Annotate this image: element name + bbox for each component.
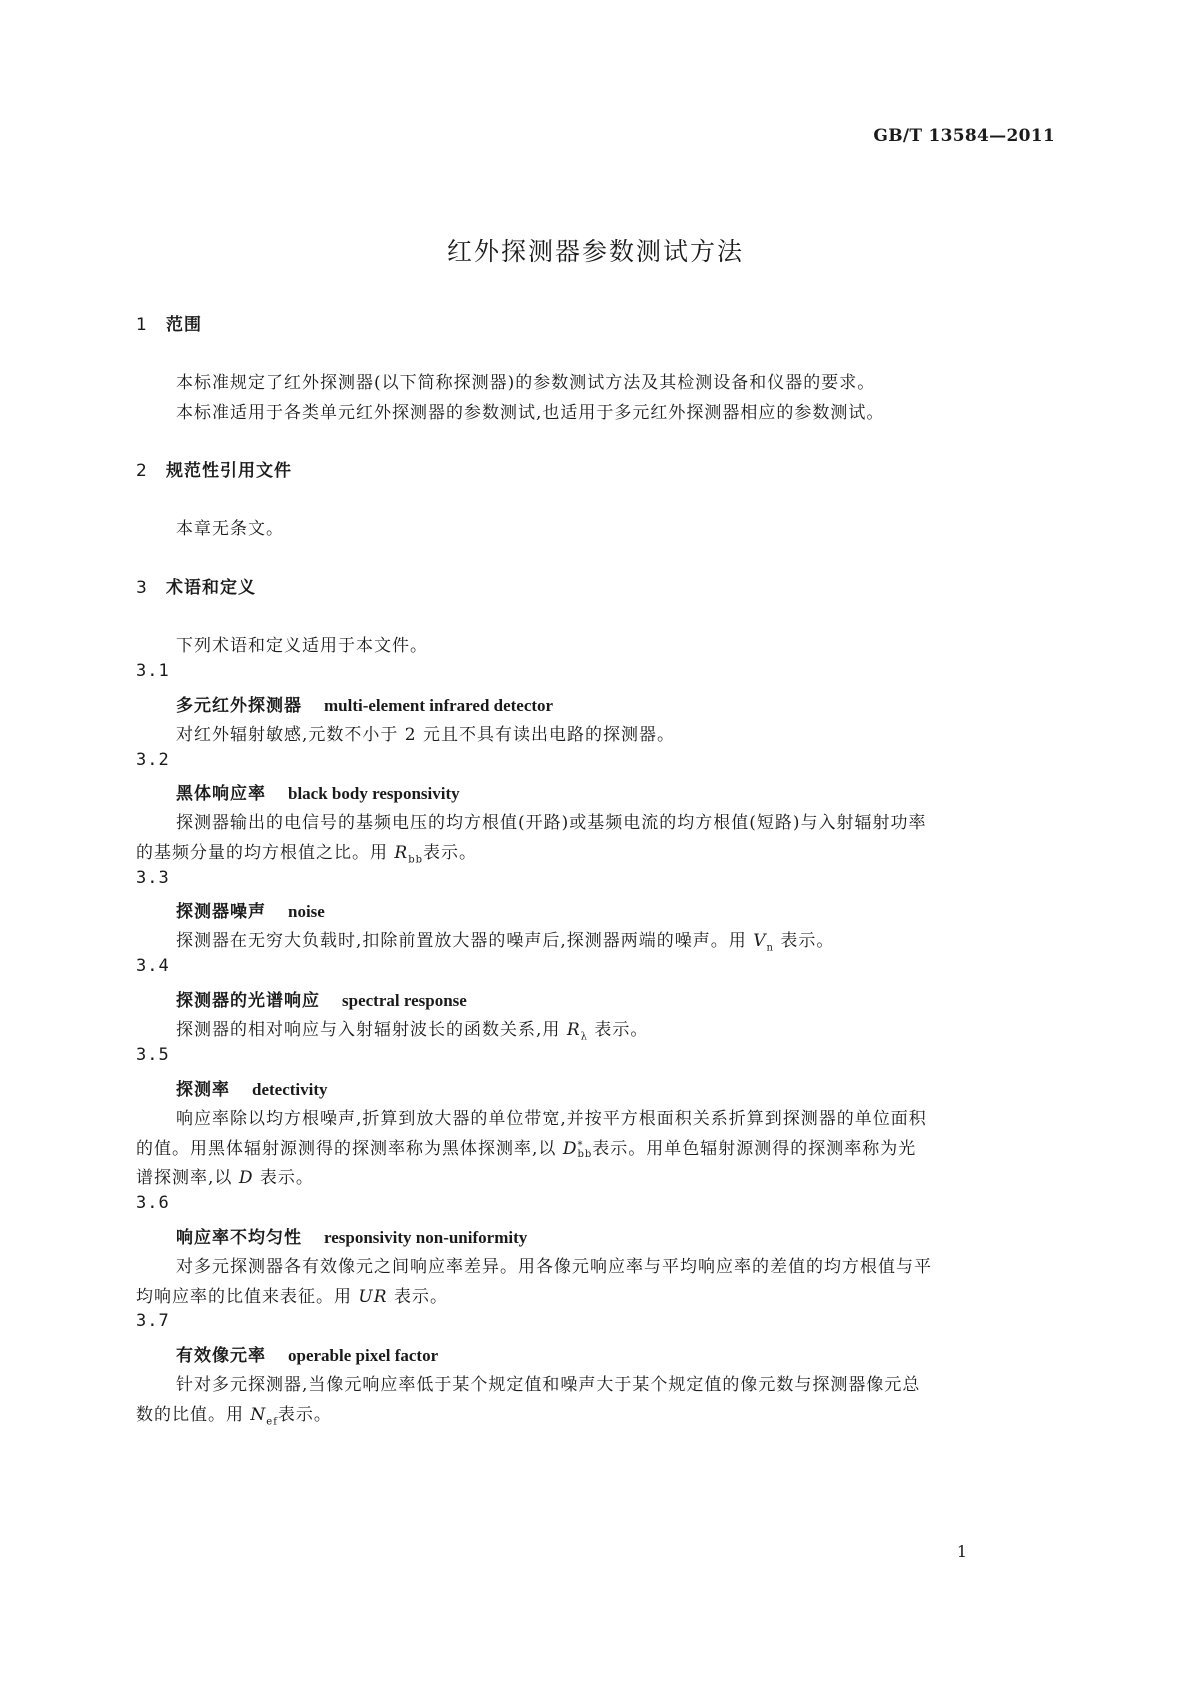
text: 表示。用单色辐射源测得的探测率称为光	[592, 1139, 917, 1159]
section-title: 规范性引用文件	[166, 461, 292, 481]
term-heading	[176, 986, 467, 1011]
symbol-subscript: λ	[580, 1031, 588, 1043]
term-en: noise	[288, 902, 325, 921]
section-1-heading	[136, 310, 202, 335]
text: 表示。	[773, 931, 835, 951]
term-en: black body responsivity	[288, 784, 460, 803]
text: 的值。用黑体辐射源测得的探测率称为黑体探测率,以	[136, 1139, 563, 1159]
text: 探测器的相对响应与入射辐射波长的函数关系,用	[176, 1020, 567, 1040]
symbol: R	[566, 1020, 581, 1040]
section-title: 范围	[166, 315, 202, 335]
term-en: responsivity non-uniformity	[324, 1228, 528, 1247]
text: 探测器在无穷大负载时,扣除前置放大器的噪声后,探测器两端的噪声。用	[176, 931, 754, 951]
text: 表示。	[277, 1405, 332, 1425]
text: 表示。	[423, 843, 478, 863]
text: 谱探测率,以	[136, 1168, 239, 1188]
text: 的基频分量的均方根值之比。用	[136, 843, 395, 863]
term-definition	[136, 1282, 448, 1307]
term-number: 3.3	[136, 868, 170, 888]
document-title: 红外探测器参数测试方法	[446, 237, 744, 266]
paragraph: 本标准规定了红外探测器(以下简称探测器)的参数测试方法及其检测设备和仪器的要求。	[176, 373, 876, 393]
symbol-subscript: bb	[408, 854, 424, 866]
section-number: 2	[136, 461, 148, 481]
term-definition: 对红外辐射敏感,元数不小于 2 元且不具有读出电路的探测器。	[176, 725, 676, 745]
term-heading	[176, 1341, 438, 1366]
term-en: spectral response	[342, 991, 467, 1010]
symbol: R	[394, 843, 409, 863]
standard-number: GB/T 13584—2011	[873, 126, 1055, 146]
term-heading	[176, 1075, 328, 1100]
text: 表示。	[387, 1287, 448, 1307]
symbol-scripts	[577, 1141, 592, 1159]
term-zh: 探测率	[176, 1080, 230, 1100]
term-definition: 对多元探测器各有效像元之间响应率差异。用各像元响应率与平均响应率的差值的均方根值与平	[176, 1257, 932, 1277]
symbol: D	[238, 1168, 254, 1188]
symbol-subscript: bb	[577, 1148, 593, 1160]
paragraph: 下列术语和定义适用于本文件。	[176, 636, 428, 656]
symbol: V	[753, 931, 767, 951]
term-zh: 响应率不均匀性	[176, 1228, 302, 1248]
term-number: 3.1	[136, 661, 170, 681]
term-number: 3.4	[136, 956, 170, 976]
term-number: 3.2	[136, 750, 170, 770]
term-zh: 有效像元率	[176, 1346, 266, 1366]
symbol: D	[562, 1139, 578, 1159]
term-zh: 多元红外探测器	[176, 696, 302, 716]
text: 数的比值。用	[136, 1405, 251, 1425]
term-definition	[176, 926, 834, 953]
term-heading	[176, 779, 460, 804]
term-heading	[176, 1223, 527, 1248]
term-number: 3.6	[136, 1193, 170, 1213]
term-definition: 响应率除以均方根噪声,折算到放大器的单位带宽,并按平方根面积关系折算到探测器的单位面积	[176, 1109, 927, 1129]
paragraph: 本标准适用于各类单元红外探测器的参数测试,也适用于多元红外探测器相应的参数测试。	[176, 403, 885, 423]
term-heading	[176, 691, 553, 716]
term-definition	[136, 838, 477, 865]
term-definition	[136, 1134, 916, 1159]
page-number: 1	[956, 1542, 967, 1561]
paragraph: 本章无条文。	[176, 519, 284, 539]
symbol-subscript: n	[766, 942, 774, 954]
symbol: UR	[358, 1287, 388, 1307]
term-number: 3.5	[136, 1045, 170, 1065]
text: 表示。	[253, 1168, 314, 1188]
term-number: 3.7	[136, 1311, 170, 1331]
term-en: detectivity	[252, 1080, 328, 1099]
term-zh: 黑体响应率	[176, 784, 266, 804]
term-heading	[176, 897, 325, 922]
symbol-subscript: ef	[266, 1416, 278, 1428]
symbol: N	[250, 1405, 267, 1425]
term-en: multi-element infrared detector	[324, 696, 554, 715]
term-zh: 探测器的光谱响应	[176, 991, 320, 1011]
text: 均响应率的比值来表征。用	[136, 1287, 359, 1307]
term-definition: 探测器输出的电信号的基频电压的均方根值(开路)或基频电流的均方根值(短路)与入射辐射功率	[176, 813, 927, 833]
term-en: operable pixel factor	[288, 1346, 439, 1365]
term-definition	[136, 1163, 314, 1188]
term-definition	[136, 1400, 332, 1427]
section-3-heading	[136, 573, 256, 598]
section-number: 1	[136, 315, 148, 335]
symbol-superscript: *	[577, 1139, 584, 1151]
text: 表示。	[587, 1020, 649, 1040]
section-number: 3	[136, 578, 148, 598]
term-definition: 针对多元探测器,当像元响应率低于某个规定值和噪声大于某个规定值的像元数与探测器像元总	[176, 1375, 921, 1395]
term-zh: 探测器噪声	[176, 902, 266, 922]
section-2-heading	[136, 456, 292, 481]
section-title: 术语和定义	[166, 578, 256, 598]
term-definition	[176, 1015, 648, 1042]
